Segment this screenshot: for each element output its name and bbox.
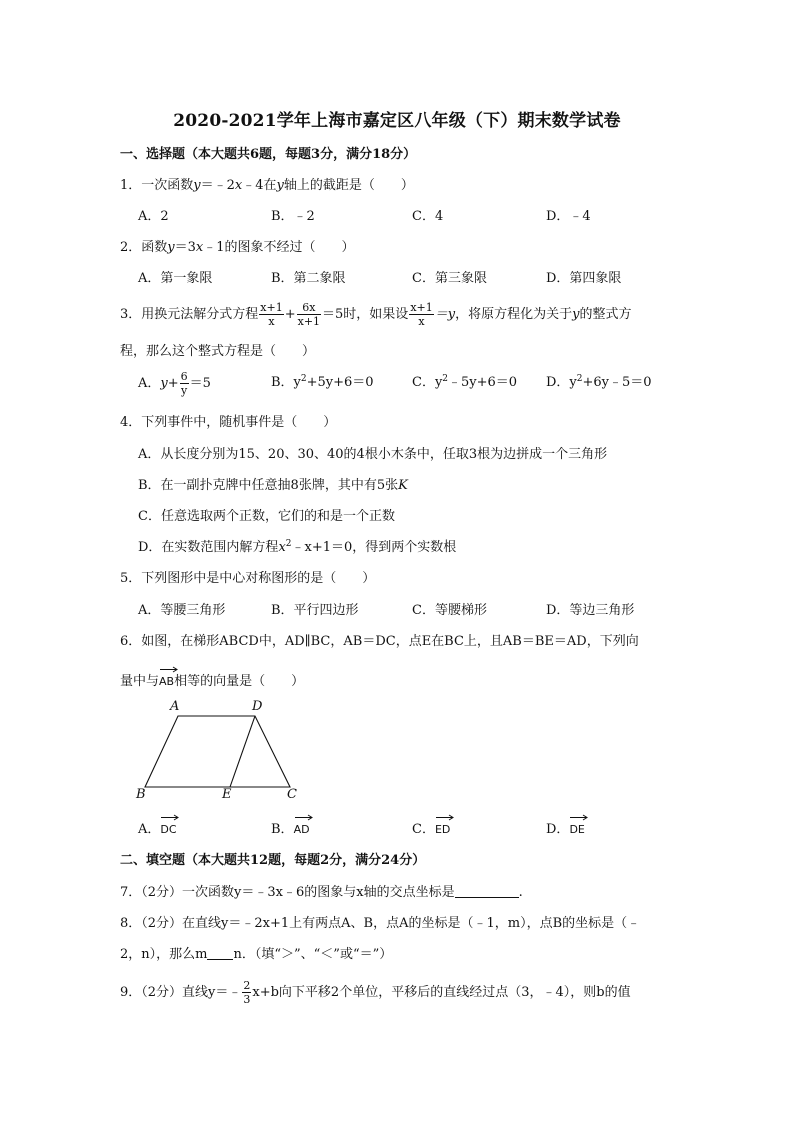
q1-option-c[interactable]: C．4 bbox=[412, 209, 444, 224]
vector-arrow-icon bbox=[569, 814, 589, 821]
q2-option-d[interactable]: D．第四象限 bbox=[546, 271, 622, 286]
q2-var-x: x bbox=[195, 240, 204, 255]
q3-fraction-2: $\frac{6x}{x+1}$ bbox=[297, 301, 321, 328]
q3-option-c[interactable]: C．$y^2﹣5y+6=0$ bbox=[412, 374, 518, 390]
question-7-stem: 7．（2分）一次函数y＝﹣3x﹣6的图象与x轴的交点坐标是 . bbox=[120, 885, 523, 900]
question-6-stem-line2: 量中与 AB相等的向量是（ ） bbox=[120, 668, 304, 691]
q3-option-a[interactable]: A．y+ $\frac{6}{y}$ ＝5 bbox=[138, 370, 211, 397]
question-5-stem: 5．下列图形中是中心对称图形的是（ ） bbox=[120, 571, 376, 586]
q1-option-a[interactable]: A．2 bbox=[138, 209, 169, 224]
q3-eq-y: ＝y bbox=[434, 307, 456, 322]
q8-answer-blank[interactable] bbox=[207, 946, 233, 960]
q1-var-y: y bbox=[193, 178, 201, 193]
question-2-stem bbox=[120, 239, 355, 257]
question-8-stem: 8．（2分）在直线y＝﹣2x+1上有两点A、B，点A的坐标是（﹣1，m），点B的坐标是（﹣ bbox=[120, 916, 641, 931]
q3-option-b[interactable]: B．$y^2+5y+6=0$ bbox=[271, 374, 374, 390]
q2-option-c[interactable]: C．第三象限 bbox=[412, 271, 487, 286]
question-3-stem-line2: 程，那么这个整式方程是（ ） bbox=[120, 344, 316, 359]
q3-post: ，将原方程化为关于 bbox=[455, 307, 573, 322]
vector-arrow-icon bbox=[435, 814, 455, 821]
q1-post: 轴上的截距是（ ） bbox=[283, 178, 414, 193]
question-6-stem: 6．如图，在梯形ABCD中，AD∥BC，AB＝DC，点E在BC上，且AB＝BE＝AD，下列向 bbox=[120, 634, 639, 649]
q4-option-b[interactable]: B．在一副扑克牌中任意抽8张牌，其中有5张K bbox=[138, 478, 408, 493]
q3-text: 3．用换元法解分式方程 bbox=[120, 307, 259, 322]
q2-var-y: y bbox=[167, 240, 175, 255]
q3-fraction-1: $\frac{x+1}{x}$ bbox=[260, 301, 283, 328]
segment-de bbox=[230, 716, 255, 787]
q3-option-a-fraction: $\frac{6}{y}$ bbox=[180, 370, 188, 397]
q6-option-d[interactable]: D． DE bbox=[546, 816, 585, 839]
q1-option-b[interactable]: B．﹣2 bbox=[271, 209, 315, 224]
point-label-d: D bbox=[252, 699, 263, 714]
question-8-stem-line2: 2，n），那么m n．（填“＞”、“＜”或“＝”） bbox=[120, 947, 393, 962]
q1-text: 1．一次函数 bbox=[120, 178, 194, 193]
q2-post: ﹣1的图象不经过（ ） bbox=[203, 240, 355, 255]
q6-option-a[interactable]: A． DC bbox=[138, 816, 177, 839]
q7-answer-blank[interactable] bbox=[455, 884, 519, 898]
section-heading-choice: 一、选择题（本大题共6题，每题3分，满分18分） bbox=[120, 147, 417, 162]
section-heading-fill-in: 二、填空题（本大题共12题，每题2分，满分24分） bbox=[120, 853, 426, 868]
question-4-stem: 4．下列事件中，随机事件是（ ） bbox=[120, 415, 337, 430]
q1-tail: ﹣4在 bbox=[242, 178, 277, 193]
q3-option-d[interactable]: D．$y^2+6y﹣5=0$ bbox=[546, 374, 652, 390]
vector-ab: AB bbox=[159, 668, 174, 691]
trapezoid-abcd bbox=[145, 716, 290, 787]
q1-eq: ＝﹣2 bbox=[200, 178, 235, 193]
q2-option-b[interactable]: B．第二象限 bbox=[271, 271, 346, 286]
q3-mid: ＝5时，如果设 bbox=[322, 307, 409, 322]
question-3-stem: 3．用换元法解分式方程 $\frac{x+1}{x}$ + $\frac{6x}{x+1}$ ＝5时，如果设 $\frac{x+1}{x}$ ＝y，将原方程化为关于y的整式方 bbox=[120, 301, 632, 328]
q2-text: 2．函数 bbox=[120, 240, 168, 255]
point-label-b: B bbox=[136, 787, 146, 802]
q5-option-b[interactable]: B．平行四边形 bbox=[271, 603, 359, 618]
vector-arrow-icon bbox=[160, 814, 180, 821]
q6-option-b[interactable]: B． AD bbox=[271, 816, 310, 839]
q5-option-a[interactable]: A．等腰三角形 bbox=[138, 603, 226, 618]
point-label-e: E bbox=[222, 787, 232, 802]
q6-option-c[interactable]: C． ED bbox=[412, 816, 450, 839]
q4-option-a[interactable]: A．从长度分别为15、20、30、40的4根小木条中，任取3根为边拼成一个三角形 bbox=[138, 447, 608, 462]
q1-var-x: x bbox=[234, 178, 243, 193]
q5-option-c[interactable]: C．等腰梯形 bbox=[412, 603, 487, 618]
point-label-a: A bbox=[170, 699, 180, 714]
vector-arrow-icon bbox=[159, 666, 179, 673]
question-1-stem bbox=[120, 177, 414, 195]
question-9-stem: 9．（2分）直线y＝﹣ $\frac{2}{3}$ x+b向下平移2个单位，平移后的直线经过点（3，﹣4），则b的值 bbox=[120, 979, 631, 1006]
q3-fraction-3: $\frac{x+1}{x}$ bbox=[410, 301, 433, 328]
q2-eq: ＝3 bbox=[174, 240, 196, 255]
vector-arrow-icon bbox=[294, 814, 314, 821]
q4-option-d[interactable]: D．在实数范围内解方程$x^2﹣x+1=0$，得到两个实数根 bbox=[138, 539, 457, 555]
q1-option-d[interactable]: D．﹣4 bbox=[546, 209, 591, 224]
page-title: 2020-2021学年上海市嘉定区八年级（下）期末数学试卷 bbox=[173, 111, 621, 131]
q5-option-d[interactable]: D．等边三角形 bbox=[546, 603, 635, 618]
point-label-c: C bbox=[287, 787, 297, 802]
q2-option-a[interactable]: A．第一象限 bbox=[138, 271, 213, 286]
q4-option-c[interactable]: C．任意选取两个正数，它们的和是一个正数 bbox=[138, 509, 395, 524]
q1-axis: y bbox=[276, 178, 284, 193]
q9-fraction: $\frac{2}{3}$ bbox=[243, 979, 251, 1006]
